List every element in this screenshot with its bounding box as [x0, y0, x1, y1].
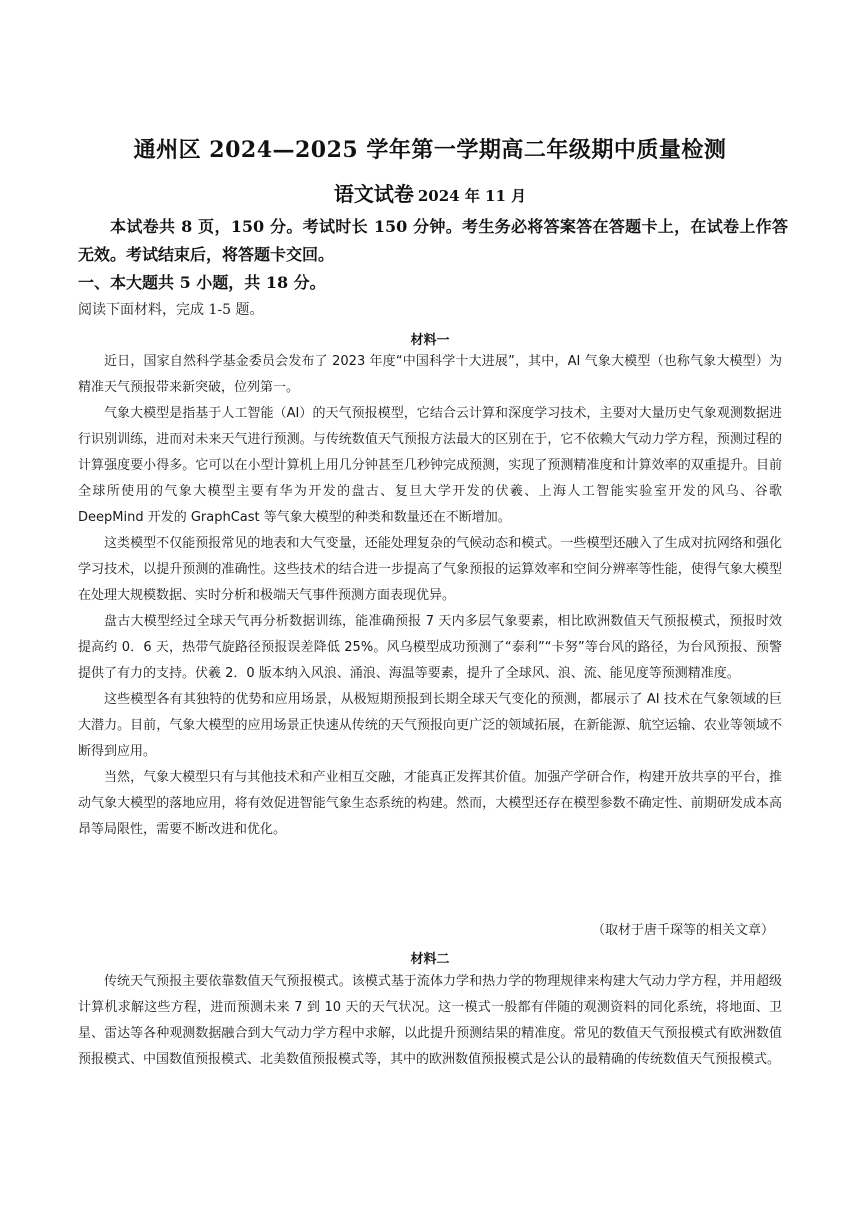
paragraph: 气象大模型是指基于人工智能（AI）的天气预报模型，它结合云计算和深度学习技术，主要对大量历史气象观测数据进行识别训练，进而对未来天气进行预测。与传统数值天气预报方法最大的区别在于，它不依赖大气动力学方程，预测过程的计算强度要小得多。它可以在小型计算机上用几分钟甚至几秒钟完成预测，实现了预测精准度和计算效率的双重提升。目前全球所使用的气象大模型主要有华为开发的盘古、复旦大学开发的伏羲、上海人工智能实验室开发的风乌、谷歌 DeepMind 开发的 GraphCast 等气象大模型的种类和数量还在不断增加。	[78, 406, 782, 525]
paragraph: 这些模型各有其独特的优势和应用场景，从极短期预报到长期全球天气变化的预测，都展示了 AI 技术在气象领域的巨大潜力。目前，气象大模型的应用场景正快速从传统的天气预报向更广泛的领域拓展，在新能源、航空运输、农业等领域不断得到应用。	[78, 692, 782, 759]
section-heading: 一、本大题共 5 小题，共 18 分。	[78, 273, 326, 292]
material-two-body	[78, 969, 782, 1073]
paragraph: 近日，国家自然科学基金委员会发布了 2023 年度“中国科学十大进展”，其中，AI 气象大模型（也称气象大模型）为精准天气预报带来新突破，位列第一。	[78, 354, 782, 395]
paragraph: 这类模型不仅能预报常见的地表和大气变量，还能处理复杂的气候动态和模式。一些模型还融入了生成对抗网络和强化学习技术，以提升预测的准确性。这些技术的结合进一步提高了气象预报的运算效率和空间分辨率等性能，使得气象大模型在处理大规模数据、实时分析和极端天气事件预测方面表现优异。	[78, 536, 782, 603]
paragraph: 盘古大模型经过全球天气再分析数据训练，能准确预报 7 天内多层气象要素，相比欧洲数值天气预报模式，预报时效提高约 0．6 天，热带气旋路径预报误差降低 25%。风乌模型成功预测了“泰利”“卡努”等台风的路径，为台风预报、预警提供了有力的支持。伏羲 2．0 版本纳入风浪、涌浪、海温等要素，提升了全球风、浪、流、能见度等预测精准度。	[78, 614, 782, 681]
material-one-body	[78, 349, 782, 843]
subject-label: 语文试卷	[333, 182, 414, 206]
exam-date: 2024 年 11 月	[417, 187, 527, 205]
reading-instruction: 阅读下面材料，完成 1-5 题。	[78, 302, 264, 318]
material-one-title: 材料一	[410, 333, 450, 348]
material-two-title: 材料二	[410, 952, 450, 967]
source-citation: （取材于唐千琛等的相关文章）	[591, 923, 774, 938]
exam-title: 通州区 2024—2025 学年第一学期高二年级期中质量检测	[133, 137, 727, 163]
paragraph: 当然，气象大模型只有与其他技术和产业相互交融，才能真正发挥其价值。加强产学研合作，构建开放共享的平台，推动气象大模型的落地应用，将有效促进智能气象生态系统的构建。然而，大模型还存在模型参数不确定性、前期研发成本高昂等局限性，需要不断改进和优化。	[78, 770, 782, 837]
paragraph: 传统天气预报主要依靠数值天气预报模式。该模式基于流体力学和热力学的物理规律来构建大气动力学方程，并用超级计算机求解这些方程，进而预测未来 7 到 10 天的天气状况。这一模式一般都有伴随的观测资料的同化系统，将地面、卫星、雷达等各种观测数据融合到大气动力学方程中求解，以此提升预测结果的精准度。常见的数值天气预报模式有欧洲数值预报模式、中国数值预报模式、北美数值预报模式等，其中的欧洲数值预报模式是公认的最精确的传统数值天气预报模式。	[78, 974, 782, 1067]
exam-subtitle	[0, 178, 860, 207]
exam-instructions: 本试卷共 8 页，150 分。考试时长 150 分钟。考生务必将答案答在答题卡上，在试卷上作答无效。考试结束后，将答题卡交回。	[78, 217, 788, 264]
